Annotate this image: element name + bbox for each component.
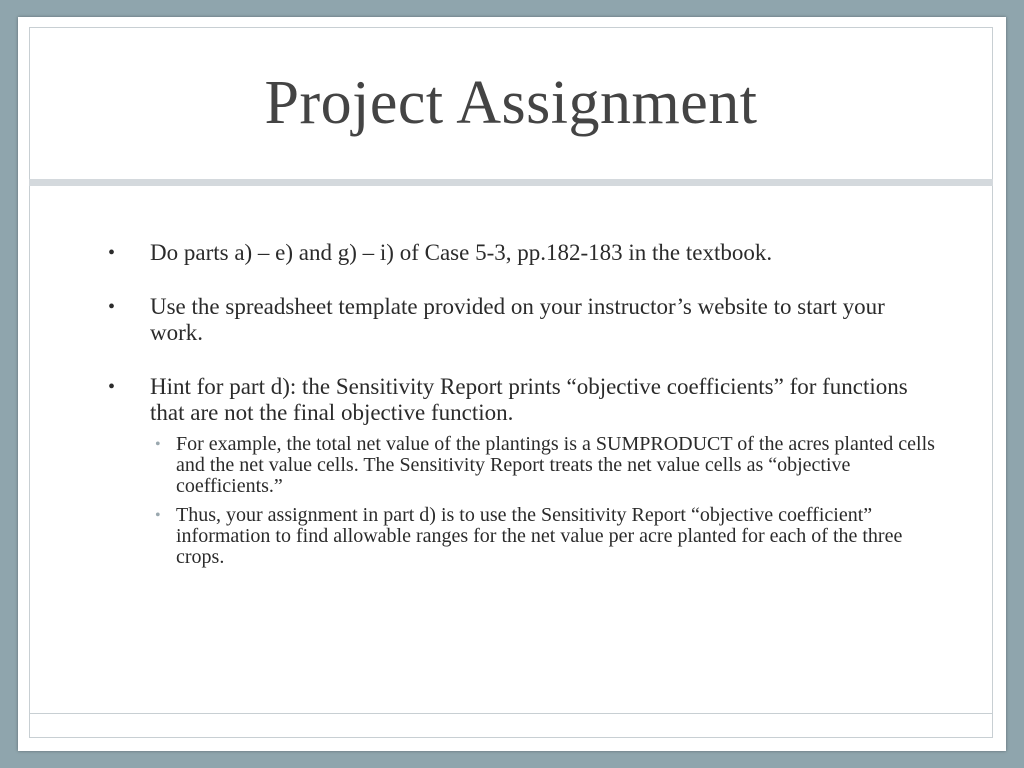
sub-bullet-text: Thus, your assignment in part d) is to use the Sensitivity Report “objective coefficient” information to find allowable ranges for the net value per acre planted for each of the three crops.: [176, 504, 903, 568]
bullet-marker: •: [108, 296, 116, 318]
bullet-item: [108, 240, 938, 266]
bullet-text: Do parts a) – e) and g) – i) of Case 5-3, pp.182-183 in the textbook.: [150, 240, 773, 265]
sub-bullet-text: For example, the total net value of the plantings is a SUMPRODUCT of the acres planted cells and the net value cells. The Sensitivity Report treats the net value cells as “objective coefficients.”: [176, 433, 935, 497]
sub-bullet-marker: •: [155, 507, 161, 524]
bullet-marker: •: [108, 376, 116, 398]
sub-bullet-marker: •: [155, 436, 161, 453]
title-area: [29, 27, 993, 179]
bullet-text: Use the spreadsheet template provided on your instructor’s website to start your work.: [150, 294, 885, 345]
bullet-text: Hint for part d): the Sensitivity Report prints “objective coefficients” for functions that are not the final objective function.: [150, 374, 908, 425]
title-divider: [29, 179, 993, 186]
bullet-item: [108, 374, 938, 568]
slide-title: Project Assignment: [264, 68, 758, 137]
sub-bullet-item: [108, 434, 938, 497]
bullet-marker: •: [108, 242, 116, 264]
bullet-item: [108, 294, 938, 346]
sub-bullet-list: [150, 434, 938, 568]
slide-content: [108, 240, 938, 596]
sub-bullet-item: [108, 505, 938, 568]
footer-divider: [29, 713, 993, 714]
